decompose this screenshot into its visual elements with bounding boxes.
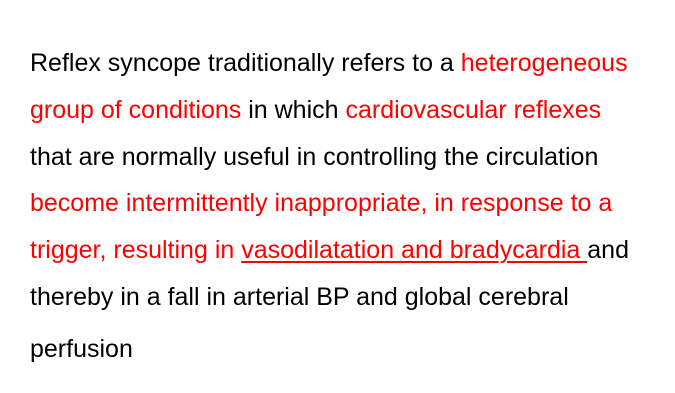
text-line-4 bbox=[30, 180, 670, 227]
text-run: thereby in a fall in arterial BP and global cerebral bbox=[30, 282, 569, 311]
text-line-2 bbox=[30, 87, 670, 134]
syncope-definition-paragraph bbox=[30, 40, 670, 373]
text-line-1 bbox=[30, 40, 670, 87]
text-line-5 bbox=[30, 227, 670, 274]
text-line-7 bbox=[30, 326, 670, 373]
text-run: that are normally useful in controlling the circulation bbox=[30, 142, 599, 171]
text-run: Reflex syncope traditionally refers to a bbox=[30, 49, 461, 77]
highlighted-text: heterogeneous bbox=[460, 49, 628, 77]
highlighted-text: group of conditions bbox=[30, 95, 242, 124]
highlighted-text: trigger, resulting in bbox=[30, 236, 242, 265]
highlighted-text: cardiovascular reflexes bbox=[345, 95, 602, 124]
text-run: in which bbox=[241, 95, 346, 124]
text-run: and bbox=[587, 236, 629, 265]
text-line-6 bbox=[30, 274, 670, 321]
highlighted-text: become intermittently inappropriate, in response to a bbox=[30, 189, 613, 218]
text-line-3 bbox=[30, 134, 670, 181]
underlined-highlighted-text: vasodilatation and bradycardia bbox=[241, 236, 588, 265]
text-run: perfusion bbox=[30, 334, 133, 363]
